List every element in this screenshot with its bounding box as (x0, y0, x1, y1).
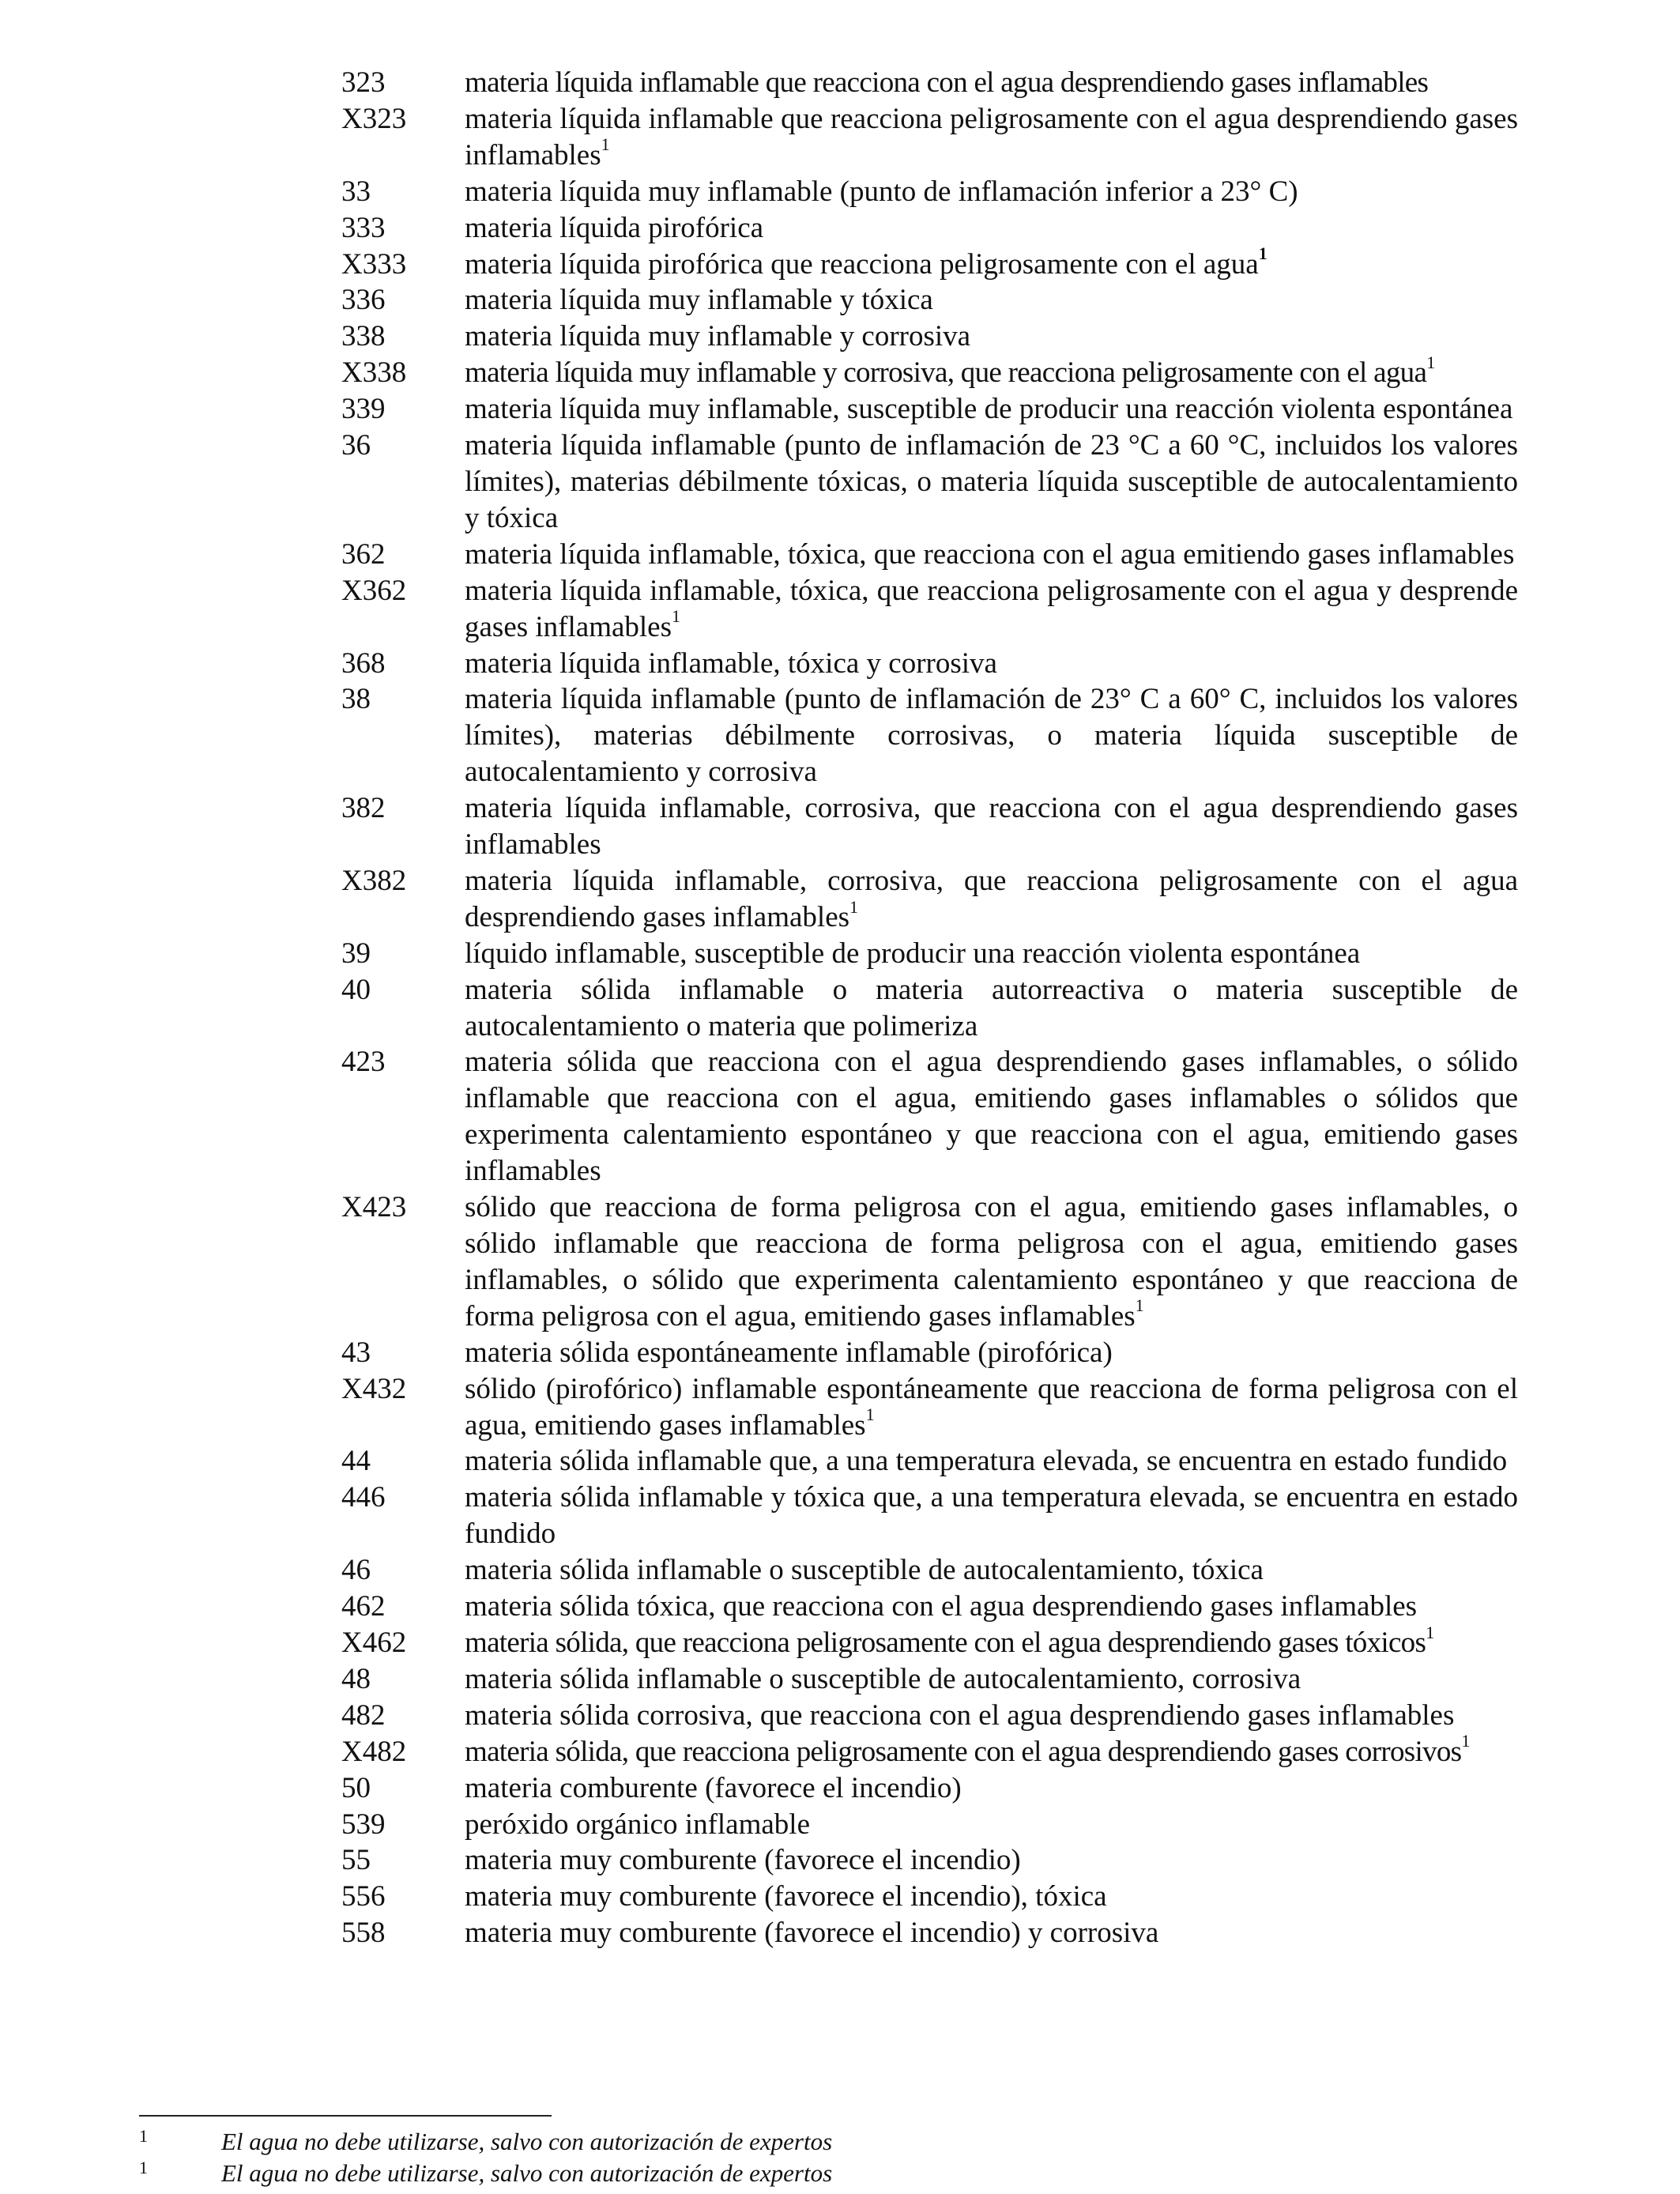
footnote-reference: 1 (865, 1404, 875, 1425)
hazard-description (465, 352, 1518, 391)
hazard-description (465, 1915, 1518, 1951)
hazard-code: 339 (341, 393, 386, 426)
hazard-description (465, 537, 1518, 573)
hazard-description-text: materia líquida muy inflamable y tóxica (465, 284, 933, 317)
hazard-entry (341, 537, 1519, 573)
hazard-entry (341, 1371, 1519, 1444)
footnote-reference: 1 (672, 606, 680, 627)
hazard-description-text: materia líquida inflamable que reacciona con el agua desprendiendo gases inflamables (465, 66, 1429, 99)
hazard-description (465, 210, 1518, 247)
hazard-code: X482 (341, 1735, 407, 1768)
hazard-entry (341, 319, 1519, 355)
hazard-code: 50 (341, 1771, 371, 1804)
hazard-entry (341, 1480, 1519, 1552)
hazard-code: 558 (341, 1917, 386, 1950)
hazard-code: X423 (341, 1191, 407, 1224)
hazard-code: 48 (341, 1662, 371, 1695)
hazard-description (465, 319, 1518, 355)
hazard-entry (341, 174, 1519, 210)
hazard-description-text: materia sólida inflamable que, a una temperatura elevada, se encuentra en estado fundido (465, 1445, 1508, 1478)
hazard-description (465, 1842, 1518, 1879)
footnote-reference: 1 (1426, 1622, 1434, 1642)
hazard-entry (341, 1443, 1519, 1480)
hazard-description-text: materia líquida muy inflamable, susceptible de producir una reacción violenta espontánea (465, 393, 1513, 426)
hazard-description (465, 1770, 1518, 1807)
hazard-entry (341, 790, 1519, 863)
hazard-code: 43 (341, 1336, 371, 1369)
footnote-text: El agua no debe utilizarse, salvo con autorización de expertos (221, 2159, 833, 2187)
hazard-entry (341, 282, 1519, 319)
hazard-code: X432 (341, 1372, 407, 1405)
hazard-description (465, 1335, 1518, 1371)
hazard-entry (341, 391, 1519, 428)
hazard-description (465, 1807, 1518, 1843)
footnote-mark: 1 (139, 2126, 148, 2146)
hazard-description (465, 174, 1518, 210)
hazard-code: X338 (341, 356, 407, 390)
hazard-entry (341, 1807, 1519, 1843)
hazard-description (465, 646, 1518, 682)
hazard-description-text: sólido que reacciona de forma peligrosa con el agua, emitiendo gases inflamables, o sólido inflamable que reacciona de forma peligrosa con el agua, emitiendo gases inflamables, o sólido que experimenta calentamiento espontáneo y que reacciona de forma peligrosa con el agua, emitiendo gases inflamables (465, 1191, 1518, 1333)
hazard-description-text: materia sólida espontáneamente inflamable (pirofórica) (465, 1336, 1113, 1369)
hazard-code: 539 (341, 1808, 386, 1841)
hazard-description-text: materia líquida inflamable, corrosiva, que reacciona con el agua desprendiendo gases inflamables (465, 792, 1518, 861)
hazard-description-text: materia sólida inflamable o materia autorreactiva o materia susceptible de autocalentamiento o materia que polimeriza (465, 973, 1518, 1042)
footnote (139, 2126, 1324, 2158)
footnote-reference: 1 (1461, 1731, 1470, 1751)
hazard-description (465, 863, 1518, 936)
hazard-entry (341, 1335, 1519, 1371)
hazard-description-text: materia líquida inflamable, tóxica, que reacciona con el agua emitiendo gases inflamables (465, 537, 1515, 571)
hazard-description (465, 243, 1518, 283)
hazard-description-text: materia líquida muy inflamable y corrosiva, que reacciona peligrosamente con el agua (465, 356, 1427, 390)
hazard-code: 336 (341, 284, 386, 317)
hazard-code-list (341, 65, 1519, 1951)
hazard-entry (341, 1622, 1519, 1661)
hazard-entry (341, 65, 1519, 101)
hazard-code: X462 (341, 1626, 407, 1659)
hazard-description-text: sólido (pirofórico) inflamable espontáneamente que reacciona de forma peligrosa con el agua, emitiendo gases inflamables (465, 1372, 1518, 1442)
hazard-description (465, 1480, 1518, 1552)
hazard-entry (341, 1915, 1519, 1951)
hazard-description-text: materia líquida inflamable (punto de inflamación de 23 °C a 60 °C, incluidos los valores límites), materias débilmente tóxicas, o materia líquida susceptible de autocalentamiento y tóxica (465, 429, 1518, 534)
hazard-description-text: materia líquida inflamable que reacciona peligrosamente con el agua desprendiendo gases inflamables (465, 102, 1518, 172)
hazard-entry (341, 646, 1519, 682)
hazard-description-text: peróxido orgánico inflamable (465, 1808, 811, 1841)
hazard-code: 368 (341, 647, 386, 680)
footnote (139, 2158, 1324, 2189)
hazard-code: X333 (341, 247, 407, 281)
hazard-entry (341, 243, 1519, 283)
hazard-entry (341, 1698, 1519, 1734)
hazard-code: 36 (341, 429, 371, 462)
hazard-description (465, 1698, 1518, 1734)
hazard-code: X323 (341, 102, 407, 135)
hazard-entry (341, 1552, 1519, 1589)
hazard-code: 323 (341, 66, 386, 99)
footnote-reference: 1 (849, 896, 859, 917)
hazard-description (465, 1189, 1518, 1335)
hazard-entry (341, 210, 1519, 247)
hazard-description-text: materia sólida que reacciona con el agua desprendiendo gases inflamables, o sólido inflamable que reacciona con el agua, emitiendo gases inflamables o sólidos que experimenta calentamiento espontáneo y que reacciona con el agua, emitiendo gases inflamables (465, 1046, 1518, 1188)
hazard-description-text: líquido inflamable, susceptible de producir una reacción violenta espontánea (465, 937, 1361, 970)
hazard-description-text: materia muy comburente (favorece el incendio) (465, 1844, 1021, 1877)
footnotes (139, 2126, 1324, 2189)
hazard-description (465, 65, 1518, 101)
hazard-code: 333 (341, 211, 386, 244)
hazard-description (465, 1443, 1518, 1480)
hazard-entry (341, 1044, 1519, 1189)
hazard-entry (341, 1842, 1519, 1879)
hazard-entry (341, 681, 1519, 790)
hazard-description (465, 1371, 1518, 1444)
hazard-entry (341, 1589, 1519, 1625)
hazard-description (465, 1731, 1518, 1770)
hazard-description (465, 1661, 1518, 1698)
hazard-code: 362 (341, 537, 386, 571)
hazard-entry (341, 1731, 1519, 1770)
footnote-reference: 1 (601, 134, 610, 155)
hazard-entry (341, 936, 1519, 972)
hazard-code: X362 (341, 574, 407, 607)
hazard-description-text: materia líquida muy inflamable y corrosiva (465, 320, 971, 353)
hazard-code: X382 (341, 864, 407, 897)
hazard-description (465, 391, 1518, 428)
hazard-description-text: materia líquida inflamable (punto de inflamación de 23° C a 60° C, incluidos los valores límites), materias débilmente corrosivas, o materia líquida susceptible de autocalentamiento y corrosiva (465, 683, 1518, 789)
hazard-description (465, 101, 1518, 174)
hazard-entry (341, 101, 1519, 174)
hazard-description-text: materia líquida inflamable, tóxica y corrosiva (465, 647, 997, 680)
footnote-text: El agua no debe utilizarse, salvo con autorización de expertos (221, 2128, 833, 2155)
hazard-description-text: materia muy comburente (favorece el incendio) y corrosiva (465, 1917, 1159, 1950)
hazard-description-text: materia sólida inflamable o susceptible de autocalentamiento, tóxica (465, 1554, 1264, 1587)
hazard-code: 462 (341, 1590, 386, 1623)
hazard-description (465, 936, 1518, 972)
hazard-entry (341, 1879, 1519, 1915)
hazard-description-text: materia líquida inflamable, corrosiva, que reacciona peligrosamente con el agua desprendiendo gases inflamables (465, 864, 1518, 933)
hazard-description (465, 972, 1518, 1045)
hazard-code: 39 (341, 937, 371, 970)
hazard-code: 482 (341, 1698, 386, 1732)
hazard-code: 556 (341, 1880, 386, 1913)
footnote-separator (139, 2115, 552, 2117)
hazard-entry (341, 352, 1519, 391)
hazard-description-text: materia líquida inflamable, tóxica, que reacciona peligrosamente con el agua y desprende gases inflamables (465, 574, 1518, 643)
hazard-code: 382 (341, 792, 386, 825)
hazard-description (465, 573, 1518, 646)
hazard-description-text: materia sólida inflamable y tóxica que, a una temperatura elevada, se encuentra en estado fundido (465, 1481, 1518, 1551)
hazard-entry (341, 573, 1519, 646)
hazard-code: 33 (341, 175, 371, 208)
footnote-reference: 1 (1135, 1295, 1144, 1316)
hazard-entry (341, 863, 1519, 936)
hazard-description-text: materia sólida tóxica, que reacciona con el agua desprendiendo gases inflamables (465, 1590, 1418, 1623)
hazard-description-text: materia sólida corrosiva, que reacciona con el agua desprendiendo gases inflamables (465, 1698, 1455, 1732)
hazard-code: 46 (341, 1554, 371, 1587)
hazard-description-text: materia líquida muy inflamable (punto de inflamación inferior a 23° C) (465, 175, 1298, 208)
hazard-code: 338 (341, 320, 386, 353)
hazard-description (465, 428, 1518, 537)
hazard-description (465, 1879, 1518, 1915)
hazard-description (465, 1589, 1518, 1625)
hazard-code: 38 (341, 683, 371, 716)
hazard-entry (341, 1189, 1519, 1335)
hazard-description-text: materia líquida pirofórica (465, 211, 764, 244)
hazard-code: 55 (341, 1844, 371, 1877)
hazard-description-text: materia comburente (favorece el incendio) (465, 1771, 962, 1804)
footnote-reference: 1 (1426, 352, 1435, 372)
hazard-description (465, 1044, 1518, 1189)
hazard-description (465, 681, 1518, 790)
hazard-code: 40 (341, 973, 371, 1006)
hazard-description (465, 282, 1518, 319)
hazard-code: 423 (341, 1046, 386, 1079)
hazard-description-text: materia sólida inflamable o susceptible de autocalentamiento, corrosiva (465, 1662, 1301, 1695)
hazard-description-text: materia sólida, que reacciona peligrosamente con el agua desprendiendo gases tóxicos (465, 1626, 1426, 1659)
hazard-description (465, 1622, 1518, 1661)
hazard-description (465, 790, 1518, 863)
hazard-code: 446 (341, 1481, 386, 1514)
footnote-mark: 1 (139, 2158, 148, 2177)
hazard-code: 44 (341, 1445, 371, 1478)
hazard-description-text: materia muy comburente (favorece el incendio), tóxica (465, 1880, 1107, 1913)
hazard-entry (341, 972, 1519, 1045)
hazard-entry (341, 1770, 1519, 1807)
hazard-description-text: materia líquida pirofórica que reacciona peligrosamente con el agua (465, 247, 1259, 281)
hazard-description (465, 1552, 1518, 1589)
hazard-entry (341, 428, 1519, 537)
footnote-reference: 1 (1258, 243, 1268, 264)
hazard-entry (341, 1661, 1519, 1698)
hazard-description-text: materia sólida, que reacciona peligrosamente con el agua desprendiendo gases corrosivos (465, 1735, 1462, 1768)
